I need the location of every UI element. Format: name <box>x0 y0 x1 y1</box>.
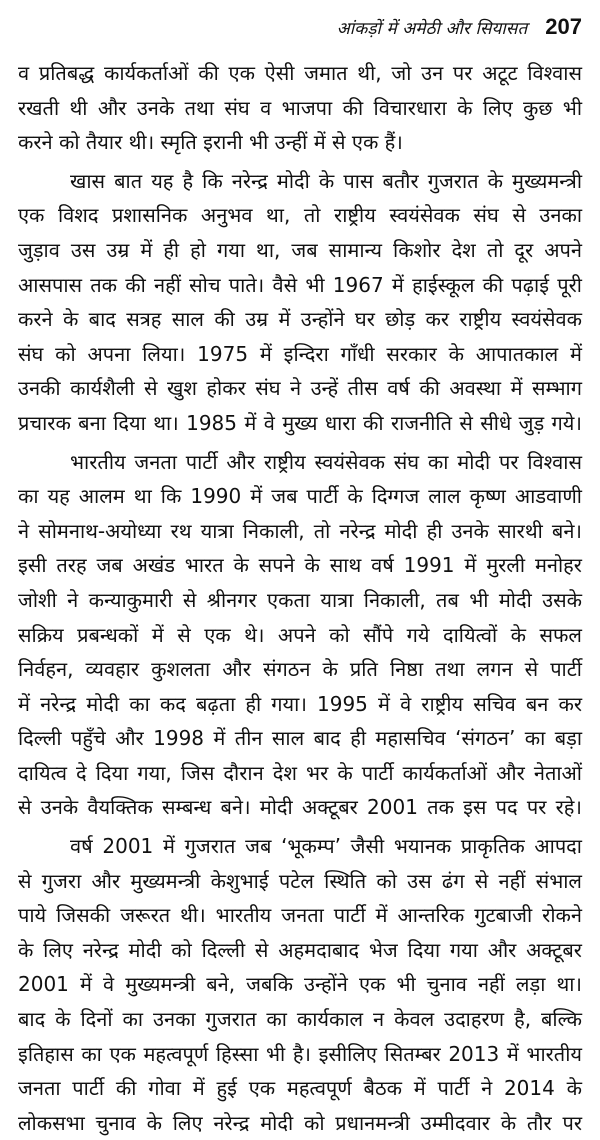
page-number: 207 <box>545 14 582 39</box>
paragraph <box>18 829 582 1140</box>
text-line: जनता पार्टी की गोवा में हुई एक महत्वपूर्ण बैठक में पार्टी ने 2014 के <box>18 1076 582 1101</box>
body-text <box>18 56 582 1140</box>
text-line: के लिए नरेन्द्र मोदी को दिल्ली से अहमदाबाद भेज दिया गया और अक्टूबर <box>18 937 582 962</box>
text-line: इतिहास का एक महत्वपूर्ण हिस्सा भी है। इसीलिए सितम्बर 2013 में भारतीय <box>18 1041 582 1066</box>
text-line: में नरेन्द्र मोदी का कद बढ़ता ही गया। 1995 में वे राष्ट्रीय सचिव बन कर <box>18 691 582 716</box>
text-line: वर्ष 2001 में गुजरात जब ‘भूकम्प’ जैसी भयानक प्राकृतिक आपदा <box>70 834 582 859</box>
text-line: जुड़ाव उस उम्र में ही हो गया था, जब सामान्य किशोर देश तो दूर अपने <box>18 237 582 262</box>
text-line: आसपास तक की नहीं सोच पाते। वैसे भी 1967 में हाईस्कूल की पढ़ाई पूरी <box>18 272 582 297</box>
text-line: निर्वहन, व्यवहार कुशलता और संगठन के प्रति निष्ठा तथा लगन से पार्टी <box>18 657 582 682</box>
text-line: से गुजरा और मुख्यमन्त्री केशुभाई पटेल स्थिति को उस ढंग से नहीं संभाल <box>18 868 582 893</box>
text-line: भारतीय जनता पार्टी और राष्ट्रीय स्वयंसेवक संघ का मोदी पर विश्वास <box>70 449 582 474</box>
text-line: खास बात यह है कि नरेन्द्र मोदी के पास बतौर गुजरात के मुख्यमन्त्री <box>70 168 582 193</box>
text-line: पाये जिसकी जरूरत थी। भारतीय जनता पार्टी में आन्तरिक गुटबाजी रोकने <box>18 903 582 928</box>
text-line: जोशी ने कन्याकुमारी से श्रीनगर एकता यात्रा निकाली, तब भी मोदी उसके <box>18 587 582 612</box>
text-line: से उनके वैयक्तिक सम्बन्ध बने। मोदी अक्टूबर 2001 तक इस पद पर रहे। <box>18 795 582 820</box>
text-line: उनकी कार्यशैली से खुश होकर संघ ने उन्हें तीस वर्ष की अवस्था में सम्भाग <box>18 376 582 401</box>
text-line: संघ को अपना लिया। 1975 में इन्दिरा गाँधी सरकार के आपातकाल में <box>18 341 582 366</box>
running-header <box>18 14 582 48</box>
text-line: व प्रतिबद्ध कार्यकर्ताओं की एक ऐसी जमात थी, जो उन पर अटूट विश्वास <box>18 61 582 85</box>
text-line: ने सोमनाथ-अयोध्या रथ यात्रा निकाली, तो नरेन्द्र मोदी ही उनके सारथी बने। <box>18 518 582 543</box>
text-line: इसी तरह जब अखंड भारत के सपने के साथ वर्ष 1991 में मुरली मनोहर <box>18 553 582 578</box>
text-line: दायित्व दे दिया गया, जिस दौरान देश भर के पार्टी कार्यकर्ताओं और नेताओं <box>18 760 582 785</box>
paragraph <box>18 445 582 826</box>
text-line: एक विशद प्रशासनिक अनुभव था, तो राष्ट्रीय स्वयंसेवक संघ से उनका <box>18 203 582 228</box>
text-line: दिल्ली पहुँचे और 1998 में तीन साल बाद ही महासचिव ‘संगठन’ का बड़ा <box>18 726 582 751</box>
text-line: रखती थी और उनके तथा संघ व भाजपा की विचारधारा के लिए कुछ भी <box>18 95 582 120</box>
paragraph <box>18 164 582 441</box>
text-line: 2001 में वे मुख्यमन्त्री बने, जबकि उन्होंने एक भी चुनाव नहीं लड़ा था। <box>18 972 582 997</box>
text-line: का यह आलम था कि 1990 में जब पार्टी के दिग्गज लाल कृष्ण आडवाणी <box>18 484 582 509</box>
text-line: लोकसभा चुनाव के लिए नरेन्द्र मोदी को प्रधानमन्त्री उम्मीदवार के तौर पर <box>18 1110 582 1135</box>
text-line: करने को तैयार थी। स्मृति इरानी भी उन्हीं में से एक हैं। <box>18 130 403 155</box>
text-line: करने के बाद सत्रह साल की उम्र में उन्होंने घर छोड़ कर राष्ट्रीय स्वयंसेवक <box>18 307 582 332</box>
paragraph <box>18 56 582 160</box>
text-line: बाद के दिनों का उनका गुजरात का कार्यकाल न केवल उदाहरण है, बल्कि <box>18 1007 582 1032</box>
text-line: प्रचारक बना दिया था। 1985 में वे मुख्य धारा की राजनीति से सीधे जुड़ गये। <box>18 410 582 435</box>
running-title: आंकड़ों में अमेठी और सियासत <box>336 19 528 39</box>
text-line: सक्रिय प्रबन्धकों में से एक थे। अपने को सौंपे गये दायित्वों के सफल <box>18 622 582 647</box>
